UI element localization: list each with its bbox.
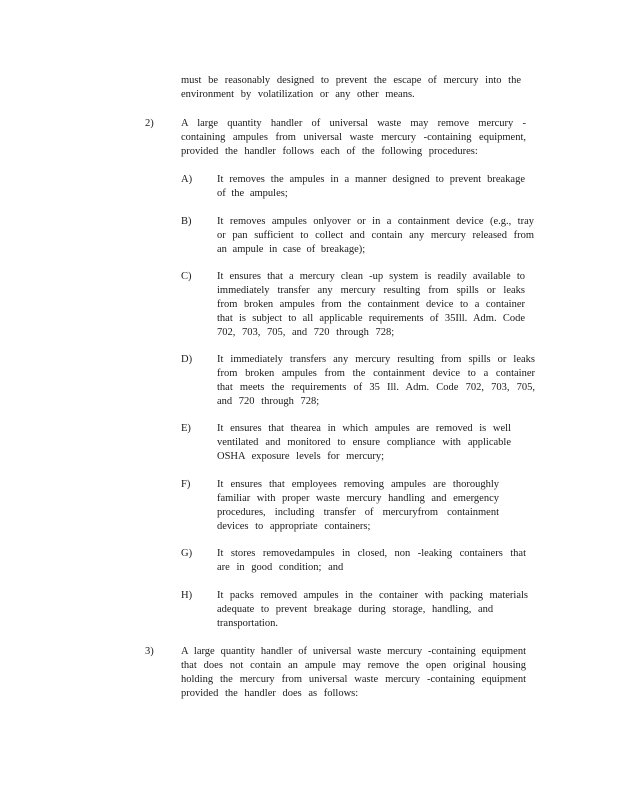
subitem-paragraph-h — [217, 589, 528, 631]
subitem-letter: A) — [181, 174, 193, 185]
text-line: an ampule in case of breakage); — [217, 244, 366, 255]
text-line: immediately transfer any mercury resulting from spills or leaks — [217, 285, 525, 296]
text-line: It removes ampules onlyover or in a containment device (e.g., tray — [217, 216, 534, 227]
text-line: that meets the requirements of 35 Ill. Adm. Code 702, 703, 705, — [217, 382, 535, 393]
text-line: from broken ampules from the containment device to a container — [217, 368, 535, 379]
text-line: that is subject to all applicable requirements of 35Ill. Adm. Code — [217, 313, 525, 324]
text-line: A large quantity handler of universal waste mercury -containing equipment — [181, 646, 526, 657]
subitem-letter: H) — [181, 590, 193, 601]
text-line: or pan sufficient to collect and contain any mercury released from — [217, 230, 534, 241]
text-line: 702, 703, 705, and 720 through 728; — [217, 327, 395, 338]
subitem-letter: G) — [181, 548, 193, 559]
text-line: devices to appropriate containers; — [217, 521, 371, 532]
subitem-letter: B) — [181, 216, 192, 227]
text-line: It removes the ampules in a manner designed to prevent breakage — [217, 174, 525, 185]
text-line: adequate to prevent breakage during storage, handling, and — [217, 604, 494, 615]
text-line: It packs removed ampules in the container with packing materials — [217, 590, 528, 601]
subitem-paragraph-f — [217, 478, 499, 534]
text-line: familiar with proper waste mercury handling and emergency — [217, 493, 499, 504]
text-line: It ensures that thearea in which ampules are removed is well — [217, 423, 511, 434]
text-line: are in good condition; and — [217, 562, 344, 573]
text-line: holding the mercury from universal waste mercury -containing equipment — [181, 674, 526, 685]
continuation-paragraph — [181, 74, 521, 102]
text-line: must be reasonably designed to prevent the escape of mercury into the — [181, 75, 521, 86]
text-line: environment by volatilization or any other means. — [181, 89, 415, 100]
subitem-paragraph-d — [217, 353, 535, 409]
text-line: and 720 through 728; — [217, 396, 320, 407]
text-line: It stores removedampules in closed, non -leaking containers that — [217, 548, 526, 559]
subitem-letter: D) — [181, 354, 193, 365]
text-line: containing ampules from universal waste mercury -containing equipment, — [181, 132, 526, 143]
subitem-paragraph-a — [217, 173, 525, 201]
text-line: OSHA exposure levels for mercury; — [217, 451, 385, 462]
subitem-paragraph-e — [217, 422, 511, 464]
subitem-paragraph-b — [217, 215, 534, 257]
item-paragraph-2 — [181, 117, 526, 159]
text-line: transportation. — [217, 618, 278, 629]
text-line: It ensures that a mercury clean -up system is readily available to — [217, 271, 525, 282]
item-number: 3) — [145, 646, 154, 657]
text-line: It ensures that employees removing ampules are thoroughly — [217, 479, 499, 490]
text-line: A large quantity handler of universal waste may remove mercury - — [181, 118, 526, 129]
subitem-paragraph-g — [217, 547, 526, 575]
item-number: 2) — [145, 118, 154, 129]
item-paragraph-3 — [181, 645, 526, 701]
text-line: ventilated and monitored to ensure compliance with applicable — [217, 437, 511, 448]
subitem-letter: E) — [181, 423, 191, 434]
text-line: from broken ampules from the containment device to a container — [217, 299, 525, 310]
text-line: procedures, including transfer of mercuryfrom containment — [217, 507, 499, 518]
text-line: that does not contain an ampule may remove the open original housing — [181, 660, 526, 671]
text-line: of the ampules; — [217, 188, 288, 199]
text-line: It immediately transfers any mercury resulting from spills or leaks — [217, 354, 535, 365]
text-line: provided the handler does as follows: — [181, 688, 359, 699]
subitem-letter: C) — [181, 271, 192, 282]
subitem-letter: F) — [181, 479, 191, 490]
subitem-paragraph-c — [217, 270, 525, 340]
text-line: provided the handler follows each of the following procedures: — [181, 146, 478, 157]
